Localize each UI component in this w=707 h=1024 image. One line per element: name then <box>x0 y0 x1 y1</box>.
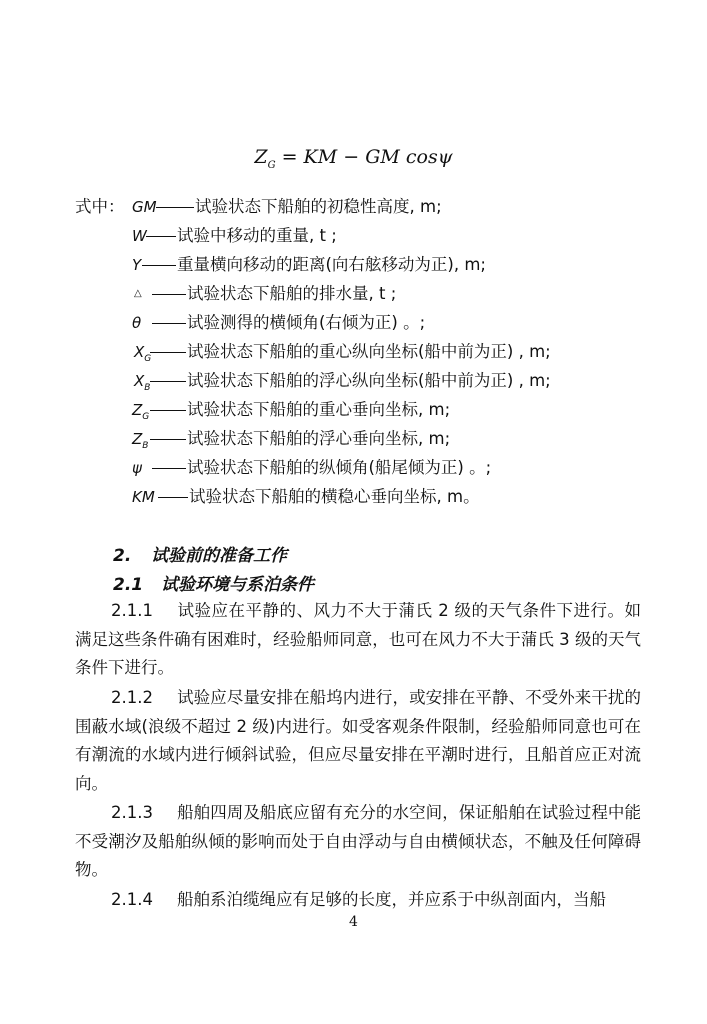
paragraph-label: 2.1.3 <box>111 803 153 822</box>
definition-symbol: ψ <box>132 459 142 477</box>
paragraph-text: 船舶系泊缆绳应有足够的长度，并应系于中纵剖面内，当船 <box>177 890 606 909</box>
definition-text: 试验测得的横倾角(右倾为正) 。; <box>152 310 425 336</box>
definition-text: 试验状态下船舶的初稳性高度, m; <box>156 194 442 220</box>
subsection-number: 2.1 <box>113 575 144 595</box>
subsection-title: 试验环境与系泊条件 <box>161 575 314 595</box>
page-number: 4 <box>349 914 358 930</box>
definition-text: 试验状态下船舶的纵倾角(船尾倾为正) 。; <box>152 455 491 481</box>
formula <box>0 146 707 171</box>
definition-symbol: $Z_B$ <box>132 430 149 451</box>
definition-text: 试验状态下船舶的重心垂向坐标, m; <box>150 397 450 423</box>
definition-symbol: $Z_G$ <box>132 401 150 422</box>
definition-prefix: 式中： <box>75 197 125 216</box>
paragraph-2-1-3 <box>75 799 641 885</box>
subsection-heading <box>113 570 314 595</box>
definition-symbol: W <box>132 227 147 245</box>
definition-symbol: Y <box>132 256 142 274</box>
paragraph-text: 试验应尽量安排在船坞内进行，或安排在平静、不受外来干扰的围蔽水域(浪级不超过 2 级)内进行。如受客观条件限制，经验船师同意也可在有潮流的水域内进行倾斜试验，但应尽量安排在平潮时进行，且船首应正对流向。 <box>75 688 641 793</box>
definition-symbol: $X_G$ <box>134 343 152 364</box>
formula-lhs: Z <box>254 146 268 168</box>
definition-text: 试验状态下船舶的重心纵向坐标(船中前为正) , m; <box>150 339 551 365</box>
definition-text: 试验中移动的重量, t ; <box>146 223 337 249</box>
paragraph-text: 船舶四周及船底应留有充分的水空间，保证船舶在试验过程中能不受潮汐及船舶纵倾的影响而处于自由浮动与自由横倾状态，不触及任何障碍物。 <box>75 803 641 879</box>
section-number: 2. <box>113 546 132 566</box>
definition-symbol: △ <box>134 288 142 299</box>
paragraph-2-1-1 <box>75 597 641 683</box>
paragraph-label: 2.1.4 <box>111 890 153 909</box>
section-title: 试验前的准备工作 <box>151 546 287 566</box>
paragraph-2-1-4 <box>75 886 641 914</box>
paragraph-text: 试验应在平静的、风力不大于蒲氏 2 级的天气条件下进行。如满足这些条件确有困难时，经验船师同意，也可在风力不大于蒲氏 3 级的天气条件下进行。 <box>75 601 641 677</box>
definition-text: 试验状态下船舶的浮心纵向坐标(船中前为正) , m; <box>150 368 551 394</box>
definition-text: 试验状态下船舶的横稳心垂向坐标, m。 <box>158 484 480 510</box>
definition-text: 重量横向移动的距离(向右舷移动为正), m; <box>142 252 486 278</box>
definition-symbol: θ <box>132 314 142 332</box>
paragraph-label: 2.1.1 <box>111 601 153 620</box>
definition-symbol: $X_B$ <box>134 372 151 393</box>
paragraph-label: 2.1.2 <box>111 688 153 707</box>
definition-symbol: KM <box>132 488 155 506</box>
formula-lhs-sub: G <box>267 159 276 171</box>
definition-text: 试验状态下船舶的浮心垂向坐标, m; <box>150 426 450 452</box>
section-heading <box>113 541 287 566</box>
formula-rhs: = KM − GM cosψ <box>275 146 453 168</box>
definition-text: 试验状态下船舶的排水量, t ; <box>152 281 396 307</box>
definition-symbol: GM <box>132 198 157 216</box>
paragraph-2-1-2 <box>75 684 641 798</box>
